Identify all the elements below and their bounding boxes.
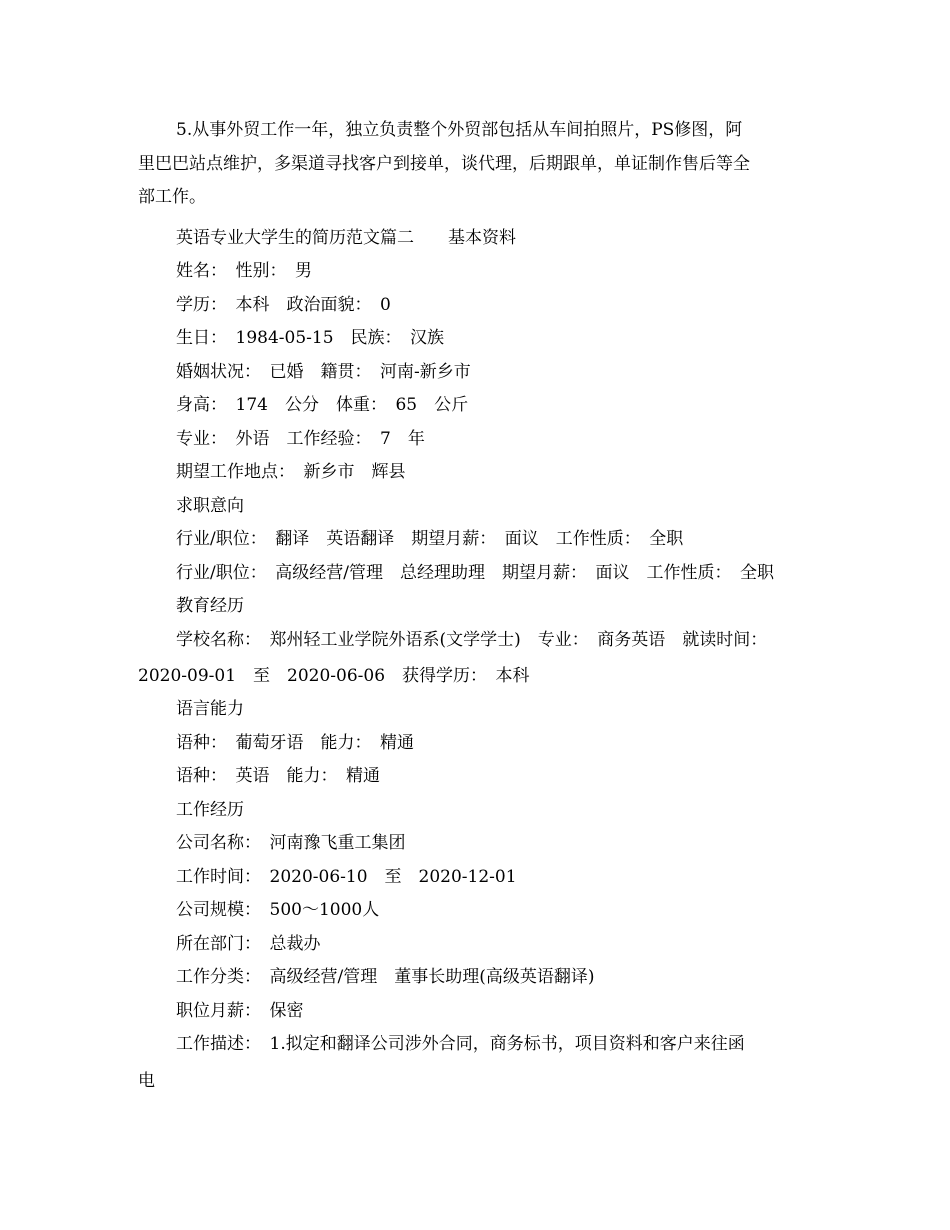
paragraph-line: 5.从事外贸工作一年，独立负责整个外贸部包括从车间拍照片，PS修图，阿: [176, 120, 743, 140]
info-line: 生日： 1984-05-15 民族： 汉族: [176, 328, 445, 348]
info-line: 学历： 本科 政治面貌： 0: [176, 295, 391, 315]
section-heading: 语言能力: [176, 699, 244, 719]
section-heading: 工作经历: [176, 800, 244, 820]
info-line: 公司名称： 河南豫飞重工集团: [176, 833, 406, 853]
paragraph-line: 电: [138, 1071, 155, 1091]
info-line: 公司规模： 500～1000人: [176, 900, 380, 920]
info-line: 工作分类： 高级经营/管理 董事长助理(高级英语翻译): [176, 967, 595, 987]
section-heading: 求职意向: [176, 496, 244, 516]
info-line: 行业/职位： 高级经营/管理 总经理助理 期望月薪： 面议 工作性质： 全职: [176, 563, 774, 583]
section-title: 英语专业大学生的简历范文篇二 基本资料: [176, 228, 516, 248]
section-heading: 教育经历: [176, 596, 244, 616]
info-line: 姓名： 性别： 男: [176, 261, 312, 281]
info-line: 工作时间： 2020-06-10 至 2020-12-01: [176, 867, 517, 887]
info-line: 工作描述： 1.拟定和翻译公司涉外合同，商务标书，项目资料和客户来往函: [176, 1034, 745, 1054]
info-line: 职位月薪： 保密: [176, 1001, 304, 1021]
info-line: 所在部门： 总裁办: [176, 934, 321, 954]
info-line: 语种： 葡萄牙语 能力： 精通: [176, 733, 414, 753]
info-line: 专业： 外语 工作经验： 7 年: [176, 429, 425, 449]
info-line: 婚姻状况： 已婚 籍贯： 河南-新乡市: [176, 362, 471, 382]
info-line: 期望工作地点： 新乡市 辉县: [176, 462, 406, 482]
info-line: 2020-09-01 至 2020-06-06 获得学历： 本科: [138, 666, 530, 686]
info-line: 行业/职位： 翻译 英语翻译 期望月薪： 面议 工作性质： 全职: [176, 529, 684, 549]
paragraph-line: 里巴巴站点维护，多渠道寻找客户到接单，谈代理，后期跟单，单证制作售后等全: [138, 154, 750, 174]
info-line: 语种： 英语 能力： 精通: [176, 766, 380, 786]
info-line: 身高： 174 公分 体重： 65 公斤: [176, 395, 469, 415]
paragraph-line: 部工作。: [138, 187, 206, 207]
info-line: 学校名称： 郑州轻工业学院外语系(文学学士) 专业： 商务英语 就读时间：: [176, 630, 768, 650]
